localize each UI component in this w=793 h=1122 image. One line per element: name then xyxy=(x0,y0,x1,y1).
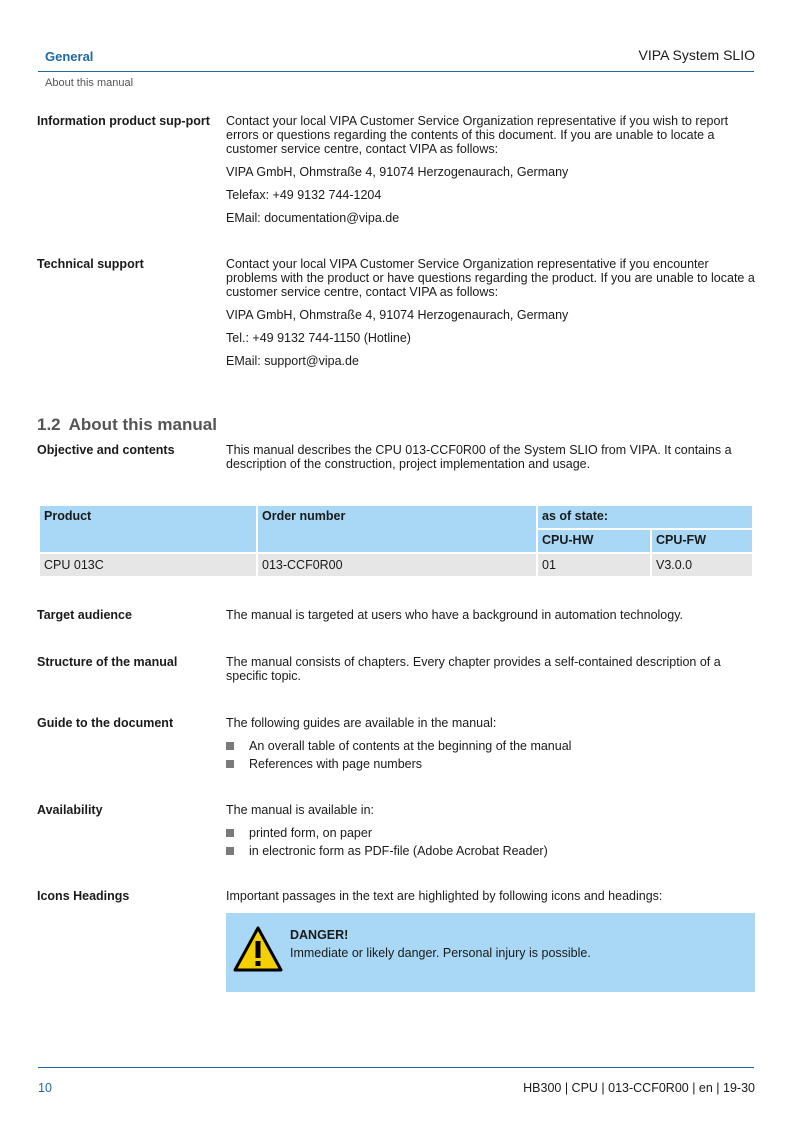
table-header-order: Order number xyxy=(258,506,536,552)
bullet-square-icon xyxy=(226,829,234,837)
list-item xyxy=(226,739,756,753)
table-cell-product: CPU 013C xyxy=(40,554,256,576)
product-table xyxy=(38,504,754,578)
info-support-label: Information product sup-port xyxy=(37,114,210,128)
footer-page-number: 10 xyxy=(38,1081,52,1095)
table-header-fw: CPU-FW xyxy=(652,530,752,552)
list-item-text: in electronic form as PDF-file (Adobe Acrobat Reader) xyxy=(249,844,548,858)
footer-reference: HB300 | CPU | 013-CCF0R00 | en | 19-30 xyxy=(523,1081,755,1095)
list-item xyxy=(226,844,756,858)
availability-intro: The manual is available in: xyxy=(226,803,374,817)
objective-text: This manual describes the CPU 013-CCF0R00 of the System SLIO from VIPA. It contains a description of the construction, project implementation and usage. xyxy=(226,443,732,471)
guide-body xyxy=(226,716,756,775)
objective-label: Objective and contents xyxy=(37,443,175,457)
list-item xyxy=(226,757,756,771)
section-number: 1.2 xyxy=(37,415,61,434)
bullet-square-icon xyxy=(226,760,234,768)
table-row xyxy=(40,554,752,576)
availability-label: Availability xyxy=(37,803,103,817)
warning-triangle-icon xyxy=(233,926,283,972)
table-header-state: as of state: xyxy=(538,506,752,528)
header-subsection: About this manual xyxy=(45,77,134,89)
header-product-name: VIPA System SLIO xyxy=(638,47,755,63)
target-label: Target audience xyxy=(37,608,132,622)
table-header-product: Product xyxy=(40,506,256,552)
header-divider xyxy=(38,71,754,72)
tech-support-tel: Tel.: +49 9132 744-1150 (Hotline) xyxy=(226,331,411,345)
info-support-email: EMail: documentation@vipa.de xyxy=(226,211,400,225)
bullet-square-icon xyxy=(226,847,234,855)
section-heading xyxy=(37,415,217,435)
info-support-text: Contact your local VIPA Customer Service Organization representative if you wish to report errors or questions regarding the contents of this document. If you are unable to locate a customer service centre, contact VIPA as follows: xyxy=(226,114,729,156)
list-item-text: An overall table of contents at the beginning of the manual xyxy=(249,739,572,753)
info-support-fax: Telefax: +49 9132 744-1204 xyxy=(226,188,382,202)
tech-support-address: VIPA GmbH, Ohmstraße 4, 91074 Herzogenaurach, Germany xyxy=(226,308,569,322)
bullet-square-icon xyxy=(226,742,234,750)
section-title: About this manual xyxy=(68,415,217,434)
tech-support-label: Technical support xyxy=(37,257,144,271)
availability-body xyxy=(226,803,756,862)
guide-intro: The following guides are available in the manual: xyxy=(226,716,497,730)
list-item-text: printed form, on paper xyxy=(249,826,372,840)
tech-support-text: Contact your local VIPA Customer Service Organization representative if you encounter problems with the product or have questions regarding the product. If you are unable to locate a customer service centre, contact VIPA as follows: xyxy=(226,257,755,299)
danger-title: DANGER! xyxy=(290,928,349,942)
table-cell-order: 013-CCF0R00 xyxy=(258,554,536,576)
guide-list xyxy=(226,739,756,771)
tech-support-body xyxy=(226,257,756,377)
info-support-body xyxy=(226,114,756,234)
icons-intro: Important passages in the text are highlighted by following icons and headings: xyxy=(226,889,663,903)
target-text: The manual is targeted at users who have a background in automation technology. xyxy=(226,608,683,622)
table-cell-fw: V3.0.0 xyxy=(652,554,752,576)
table-cell-hw: 01 xyxy=(538,554,650,576)
availability-list xyxy=(226,826,756,858)
tech-support-email: EMail: support@vipa.de xyxy=(226,354,359,368)
list-item xyxy=(226,826,756,840)
structure-text: The manual consists of chapters. Every chapter provides a self-contained description of a specific topic. xyxy=(226,655,721,683)
icons-label: Icons Headings xyxy=(37,889,130,903)
list-item-text: References with page numbers xyxy=(249,757,423,771)
structure-label: Structure of the manual xyxy=(37,655,178,669)
table-header-hw: CPU-HW xyxy=(538,530,650,552)
info-support-address: VIPA GmbH, Ohmstraße 4, 91074 Herzogenaurach, Germany xyxy=(226,165,569,179)
header-section-title: General xyxy=(45,49,94,64)
guide-label: Guide to the document xyxy=(37,716,174,730)
danger-text: Immediate or likely danger. Personal injury is possible. xyxy=(290,946,591,960)
footer-divider xyxy=(38,1067,754,1068)
